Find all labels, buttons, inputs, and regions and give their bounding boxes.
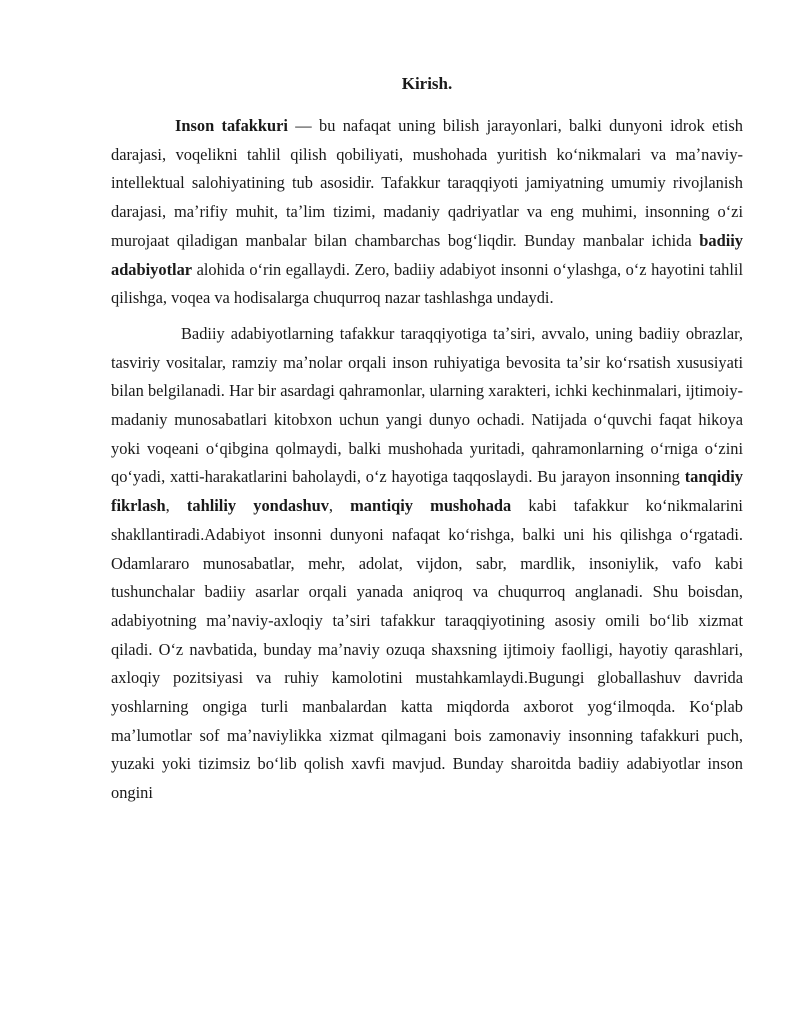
paragraph-text: kabi tafakkur koʻnikmalarini shakllantiradi.Adabiyot insonni dunyoni nafaqat koʻrishga, balki uni his qilishga oʻrgatadi. Odamlararo munosabatlar, mehr, adolat, vijdon, sabr, mardlik, insoniylik, vafo kabi tushunchalar badiiy asarlar orqali yanada aniqroq va chuqurroq anglanadi. Shu boisdan, adabiyotning maʼnaviy-axloqiy taʼsiri tafakkur taraqqiyotining asosiy omili boʻlib xizmat qiladi. Oʻz navbatida, bunday maʼnaviy ozuqa shaxsning ijtimoiy faolligi, hayotiy qarashlari, axloqiy pozitsiyasi va ruhiy kamolotini mustahkamlaydi.Bugungi globallashuv davrida yoshlarning ongiga turli manbalardan katta miqdorda axborot yogʻilmoqda. Koʻplab maʼlumotlar sof maʼnaviylikka xizmat qilmagani bois zamonaviy insonning tafakkuri puch, yuzaki yoki tizimsiz boʻlib qolish xavfi mavjud. Bunday sharoitda badiiy adabiyotlar inson ongini [111,496,743,803]
separator: , [165,496,187,516]
bold-term-tanqidiy-fikrlash: tanqidiy fikrlash [111,467,743,516]
bold-term-tahliliy-yondashuv: tahliliy yondashuv [186,496,329,516]
paragraph-text: Badiiy adabiyotlarning tafakkur taraqqiyotiga taʼsiri, avvalo, uning badiiy obrazlar, tasviriy vositalar, ramziy maʼnolar orqali inson ruhiyatiga bevosita taʼsir koʻrsatish xususiyati bilan belgilanadi. Har bir asardagi qahramonlar, ularning xarakteri, ichki kechinmalari, ijtimoiy-madaniy munosabatlari kitobxon uchun yangi dunyo ochadi. Natijada oʻquvchi faqat hikoya yoki voqeani oʻqibgina qolmaydi, balki mushohada yuritadi, qahramonlarning oʻrniga oʻzini qoʻyadi, xatti-harakatlarini baholaydi, oʻz hayotiga taqqoslaydi. Bu jarayon insonning [111,323,743,487]
bold-term-mantiqiy-mushohada: mantiqiy mushohada [350,496,512,516]
separator: , [328,496,351,516]
paragraph-main [111,320,743,808]
document-page [111,72,743,808]
paragraph-intro [111,112,743,313]
document-title: Kirish. [401,74,453,93]
bold-term-badiiy-adabiyotlar: badiiy adabiyotlar [111,230,743,279]
paragraph-text: — bu nafaqat uning bilish jarayonlari, balki dunyoni idrok etish darajasi, voqelikni tahlil qilish qobiliyati, mushohada yuritish koʻnikmalari va maʼnaviy-intellektual salohiyatining tub asosidir. Tafakkur taraqqiyoti jamiyatning umumiy rivojlanish darajasi, maʼrifiy muhit, taʼlim tizimi, madaniy qadriyatlar va eng muhimi, insonning oʻzi murojaat qiladigan manbalar bilan chambarchas bogʻliqdir. Bunday manbalar ichida [111,116,743,250]
bold-term-inson-tafakkuri: Inson tafakkuri [175,116,288,135]
paragraph-text: alohida oʻrin egallaydi. Zero, badiiy adabiyot insonni oʻylashga, oʻz hayotini tahlil qilishga, voqea va hodisalarga chuqurroq nazar tashlashga undaydi. [111,259,743,308]
